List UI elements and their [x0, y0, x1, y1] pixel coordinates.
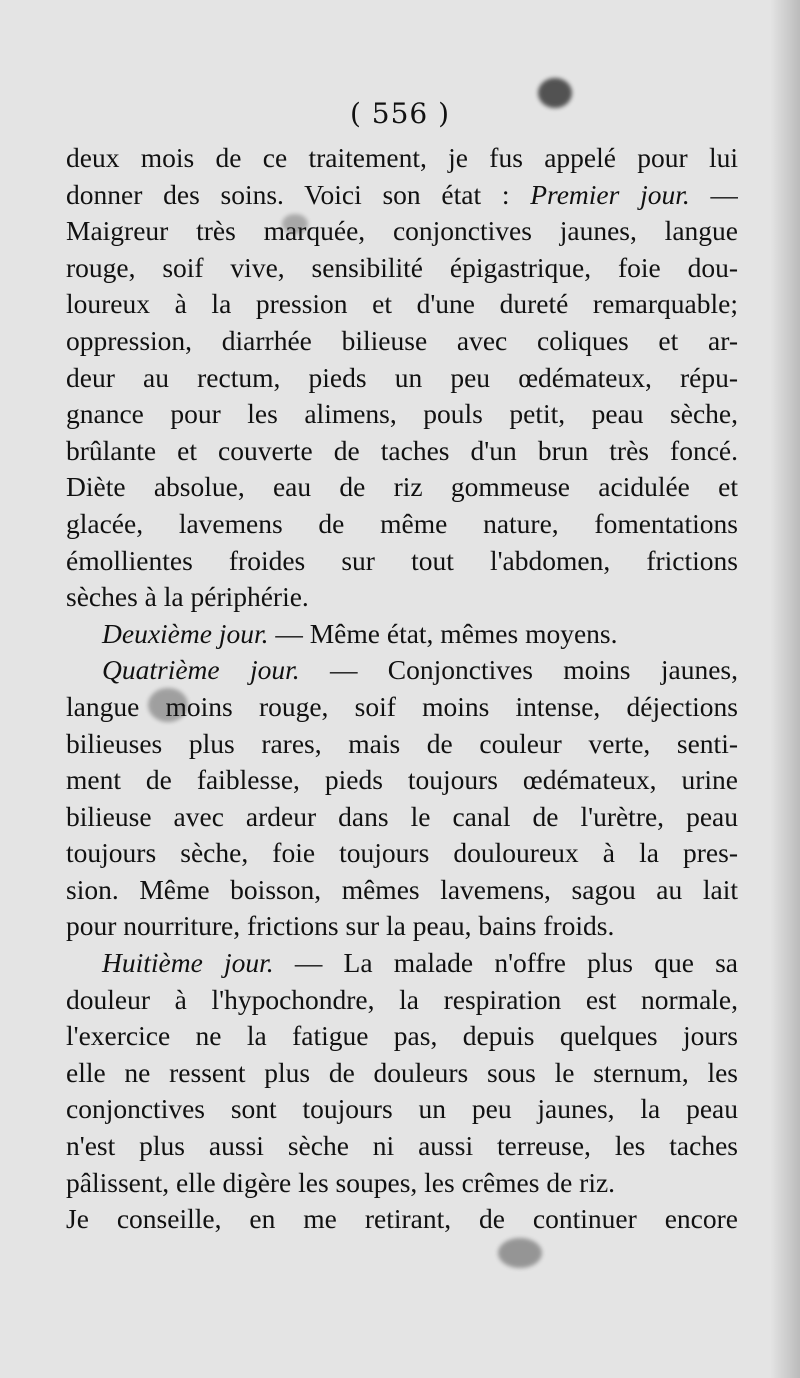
- text-run: pour nourriture, frictions sur la peau, bains froids.: [66, 910, 615, 942]
- text-line: [66, 543, 738, 580]
- text-line: [66, 1128, 738, 1165]
- text-run: — Même état, mêmes moyens.: [268, 617, 618, 649]
- text-run: — Conjonctives moins jaunes,: [299, 654, 738, 686]
- text-line: [66, 1165, 738, 1202]
- italic-run: Premier jour.: [530, 178, 690, 210]
- text-line: [66, 945, 738, 982]
- text-line: [66, 506, 738, 543]
- italic-run: Deuxième jour.: [102, 617, 269, 649]
- text-run: pâlissent, elle digère les soupes, les crêmes de riz.: [66, 1166, 616, 1198]
- text-line: [66, 1018, 738, 1055]
- italic-run: Huitième jour.: [102, 947, 274, 979]
- text-line: [66, 433, 738, 470]
- page-number: ( 556 ): [349, 97, 451, 130]
- text-line: [66, 908, 738, 945]
- text-run: —: [689, 178, 738, 210]
- text-run: conjonctives sont toujours un peu jaunes, la peau: [66, 1093, 738, 1125]
- text-line: [66, 689, 738, 726]
- text-run: bilieuses plus rares, mais de couleur verte, senti-: [66, 727, 738, 759]
- text-run: ment de faiblesse, pieds toujours œdémateux, urine: [66, 764, 738, 796]
- text-run: l'exercice ne la fatigue pas, depuis quelques jours: [66, 1020, 738, 1052]
- text-line: [66, 360, 738, 397]
- text-run: douleur à l'hypochondre, la respiration est normale,: [66, 983, 738, 1015]
- text-run: gnance pour les alimens, pouls petit, peau sèche,: [66, 398, 738, 430]
- text-run: sèches à la périphérie.: [66, 581, 309, 613]
- text-run: bilieuse avec ardeur dans le canal de l'urètre, peau: [66, 800, 738, 832]
- text-run: Je conseille, en me retirant, de continuer encore: [66, 1203, 738, 1235]
- italic-run: Quatrième jour.: [102, 654, 300, 686]
- text-line: [66, 762, 738, 799]
- text-line: [66, 286, 738, 323]
- text-run: loureux à la pression et d'une dureté remarquable;: [66, 288, 738, 320]
- body-text: [66, 140, 738, 1238]
- text-run: donner des soins. Voici son état :: [66, 178, 531, 210]
- text-line: [66, 250, 738, 287]
- text-line: [66, 177, 738, 214]
- text-run: n'est plus aussi sèche ni aussi terreuse, les taches: [66, 1130, 738, 1162]
- text-line: [66, 469, 738, 506]
- text-line: [66, 579, 738, 616]
- text-run: oppression, diarrhée bilieuse avec coliques et ar-: [66, 324, 738, 356]
- text-run: émollientes froides sur tout l'abdomen, frictions: [66, 544, 738, 576]
- page-edge-shadow: [770, 0, 800, 1378]
- text-line: [66, 982, 738, 1019]
- text-run: glacée, lavemens de même nature, fomentations: [66, 507, 738, 539]
- text-run: — La malade n'offre plus que sa: [273, 947, 738, 979]
- text-run: deur au rectum, pieds un peu œdémateux, répu-: [66, 361, 738, 393]
- text-line: [66, 1201, 738, 1238]
- text-line: [66, 652, 738, 689]
- text-run: Maigreur très marquée, conjonctives jaunes, langue: [66, 215, 738, 247]
- text-line: [66, 799, 738, 836]
- text-run: sion. Même boisson, mêmes lavemens, sagou au lait: [66, 873, 738, 905]
- text-line: [66, 140, 738, 177]
- text-line: [66, 616, 738, 653]
- text-run: langue moins rouge, soif moins intense, déjections: [66, 690, 738, 722]
- text-line: [66, 872, 738, 909]
- text-line: [66, 835, 738, 872]
- text-line: [66, 213, 738, 250]
- text-run: brûlante et couverte de taches d'un brun très foncé.: [66, 434, 738, 466]
- text-run: elle ne ressent plus de douleurs sous le sternum, les: [66, 1056, 738, 1088]
- text-line: [66, 1091, 738, 1128]
- text-line: [66, 726, 738, 763]
- text-line: [66, 323, 738, 360]
- text-run: deux mois de ce traitement, je fus appelé pour lui: [66, 142, 738, 173]
- text-run: Diète absolue, eau de riz gommeuse acidulée et: [66, 471, 738, 503]
- text-run: rouge, soif vive, sensibilité épigastrique, foie dou-: [66, 251, 738, 283]
- text-run: toujours sèche, foie toujours douloureux à la pres-: [66, 837, 738, 869]
- text-line: [66, 1055, 738, 1092]
- text-line: [66, 396, 738, 433]
- ink-blot: [498, 1238, 542, 1268]
